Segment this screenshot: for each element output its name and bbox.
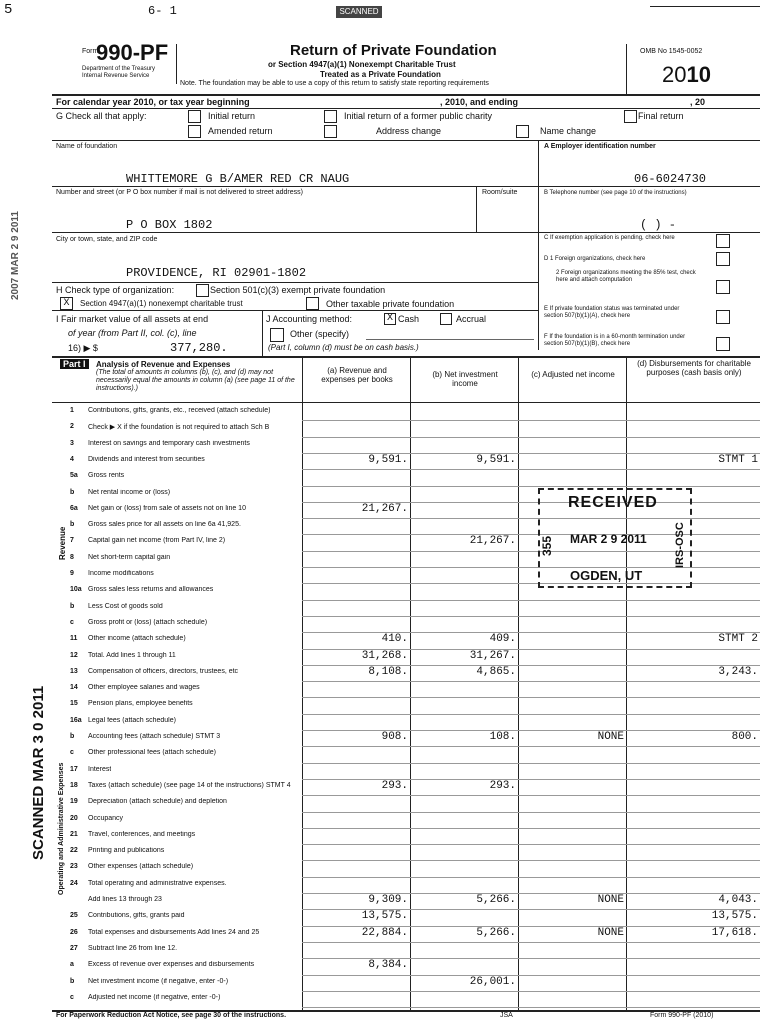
cell-col-c: NONE	[597, 894, 624, 906]
line-d2-checkbox[interactable]	[716, 280, 730, 294]
cell-col-b: 108.	[489, 731, 516, 743]
cell-col-a: 9,591.	[368, 453, 408, 466]
dept-label: Department of the Treasury	[82, 66, 156, 72]
form-number: 990-PF	[96, 40, 169, 65]
row-number: 17	[70, 765, 78, 773]
cell-col-a: 22,884.	[361, 926, 408, 939]
row-label: Taxes (attach schedule) (see page 14 of the instructions) STMT 4	[88, 781, 291, 789]
row-label: Add lines 13 through 23	[88, 896, 162, 903]
cell-col-a: 31,268.	[361, 649, 408, 662]
row-label: Printing and publications	[88, 847, 165, 855]
final-return-checkbox[interactable]	[624, 110, 637, 123]
line-f-checkbox[interactable]	[716, 337, 730, 351]
cell-col-b: 5,266.	[476, 926, 516, 939]
row-divider	[302, 975, 760, 976]
row-divider	[302, 828, 760, 829]
final-return-label: Final return	[638, 111, 684, 121]
street-label: Number and street (or P O box number if mail is not delivered to street address)	[56, 189, 303, 196]
cell-col-a: 21,267.	[361, 502, 408, 515]
form-subtitle-2: Treated as a Private Foundation	[320, 70, 441, 79]
row-label: Less Cost of goods sold	[88, 602, 163, 610]
row-divider	[302, 697, 760, 698]
row-divider	[302, 1007, 760, 1008]
cell-col-d: 800.	[731, 731, 758, 743]
cash-basis-note: (Part I, column (d) must be on cash basis.)	[268, 343, 419, 352]
cell-col-b: 26,001.	[469, 975, 516, 988]
section-i-line3: 16) ▶ $	[68, 343, 98, 353]
fmv-value: 377,280.	[170, 341, 228, 355]
cell-col-b: 4,865.	[476, 665, 516, 678]
row-label: Other income (attach schedule)	[88, 635, 186, 643]
cell-col-d: 17,618.	[711, 926, 758, 939]
row-label: Net short-term capital gain	[88, 553, 171, 561]
other-method-label: Other (specify)	[290, 329, 350, 339]
city-value: PROVIDENCE, RI 02901-1802	[126, 266, 307, 280]
row-label: Other employee salaries and wages	[88, 684, 200, 692]
row-number: 1	[70, 407, 74, 414]
row-label: Interest	[88, 765, 112, 773]
row-divider	[302, 812, 760, 813]
tax-year: 2010	[662, 62, 711, 87]
line-e-label: E If private foundation status was terminated under section 507(b)(1)(A), check here	[544, 306, 680, 319]
cell-col-a: 293.	[381, 779, 408, 792]
row-number: 22	[70, 847, 78, 855]
accrual-checkbox[interactable]	[440, 313, 452, 325]
cell-col-b: 9,591.	[476, 453, 516, 466]
row-number: 8	[70, 553, 74, 561]
row-number: 26	[70, 928, 78, 936]
row-label: Accounting fees (attach schedule) STMT 3	[88, 733, 221, 740]
other-taxable-label: Other taxable private foundation	[326, 299, 455, 309]
calendar-mid: , 2010, and ending	[440, 97, 519, 107]
row-divider	[302, 600, 760, 601]
name-change-label: Name change	[540, 126, 597, 136]
address-change-label: Address change	[376, 126, 442, 136]
col-c-header: (c) Adjusted net income	[531, 370, 615, 379]
cell-col-b: 293.	[489, 779, 516, 792]
row-label: Check ▶ X if the foundation is not required to attach Sch B	[88, 424, 270, 432]
row-number: 12	[70, 651, 78, 659]
row-label: Occupancy	[88, 814, 124, 822]
section-i-line2: of year (from Part II, col. (c), line	[68, 328, 197, 338]
sec501c3-label: Section 501(c)(3) exempt private foundation	[210, 285, 386, 295]
row-divider	[302, 991, 760, 992]
cash-checkbox[interactable]: X	[384, 313, 396, 325]
row-number: 24	[70, 879, 78, 887]
cell-col-a: 9,309.	[368, 894, 408, 906]
room-label: Room/suite	[482, 189, 518, 196]
row-number: 4	[70, 455, 74, 463]
line-e-checkbox[interactable]	[716, 310, 730, 324]
phone-value: ( ) -	[640, 218, 677, 232]
cell-col-d: 4,043.	[718, 894, 758, 906]
row-label: Gross sales price for all assets on line 6a 41,925.	[88, 521, 241, 529]
scanned-stamp: SCANNED MAR 3 0 2011	[30, 685, 47, 860]
row-number: 20	[70, 814, 78, 822]
header-note: Note. The foundation may be able to use a copy of this return to satisfy state reporting requirements	[180, 80, 489, 87]
row-divider	[302, 942, 760, 943]
foundation-name-label: Name of foundation	[56, 143, 118, 150]
row-number: b	[70, 521, 75, 529]
other-method-checkbox[interactable]	[270, 328, 284, 342]
row-divider	[302, 469, 760, 470]
calendar-end: , 20	[690, 97, 706, 107]
row-number: 21	[70, 830, 78, 838]
form-prefix: Form	[82, 48, 99, 55]
cell-col-a: 8,108.	[368, 665, 408, 678]
row-divider	[302, 714, 760, 715]
initial-return-checkbox[interactable]	[188, 110, 201, 123]
check-all-label: G Check all that apply:	[56, 111, 147, 121]
part1-title: Analysis of Revenue and Expenses	[96, 360, 231, 369]
row-number: 11	[70, 635, 78, 643]
cell-col-a: 13,575.	[361, 910, 408, 923]
row-label: Pension plans, employee benefits	[88, 700, 193, 708]
initial-return-label: Initial return	[208, 111, 256, 121]
corner-mark: 5	[4, 2, 13, 18]
row-label: Depreciation (attach schedule) and depletion	[88, 798, 227, 806]
row-label: Interest on savings and temporary cash investments	[88, 439, 250, 447]
row-label: Other professional fees (attach schedule)	[88, 749, 217, 757]
row-number: 27	[70, 944, 78, 952]
row-label: Legal fees (attach schedule)	[88, 716, 176, 724]
line-d1-label: D 1 Foreign organizations, check here	[544, 256, 646, 262]
line-c-checkbox[interactable]	[716, 234, 730, 248]
barcode-stamp: SCANNED	[336, 6, 382, 18]
row-label: Net investment income (if negative, enter -0-)	[88, 977, 229, 985]
row-label: Travel, conferences, and meetings	[88, 830, 196, 838]
row-label: Subtract line 26 from line 12.	[88, 944, 178, 952]
row-label: Contributions, gifts, grants paid	[88, 912, 185, 920]
row-number: 7	[70, 537, 74, 545]
name-change-checkbox[interactable]	[516, 125, 529, 138]
row-label: Total expenses and disbursements Add lines 24 and 25	[88, 928, 260, 936]
row-number: 2	[70, 423, 74, 431]
row-label: Net rental income or (loss)	[88, 488, 171, 496]
row-number: 23	[70, 863, 78, 871]
row-divider	[302, 877, 760, 878]
row-number: 18	[70, 781, 78, 789]
row-label: Total operating and administrative expenses.	[88, 879, 227, 887]
row-number: 5a	[70, 472, 78, 480]
cell-col-c: NONE	[597, 926, 624, 939]
other-taxable-checkbox[interactable]	[306, 297, 319, 310]
row-number: 16a	[70, 716, 82, 724]
line-c-label: C If exemption application is pending, check here	[544, 235, 675, 241]
received-date: MAR 2 9 2011	[570, 532, 647, 546]
cell-col-b: 409.	[489, 633, 516, 646]
omb-number: OMB No 1545-0052	[640, 48, 703, 55]
cell-col-d: 13,575.	[711, 910, 758, 923]
col-b-header: (b) Net investment income	[432, 370, 498, 388]
row-label: Other expenses (attach schedule)	[88, 863, 194, 871]
section-h-label: H Check type of organization:	[56, 285, 175, 295]
irs-label: Internal Revenue Service	[82, 73, 150, 79]
row-number: 3	[70, 439, 74, 447]
row-divider	[302, 681, 760, 682]
row-number: 25	[70, 912, 78, 920]
row-divider	[302, 844, 760, 845]
row-label: Capital gain net income (from Part IV, line 2)	[88, 537, 226, 545]
received-city: OGDEN, UT	[570, 568, 643, 583]
row-label: Gross rents	[88, 472, 125, 480]
cell-col-a: 410.	[381, 633, 408, 646]
row-number: 13	[70, 667, 78, 675]
cell-col-a: 8,384.	[368, 959, 408, 972]
received-stamp	[538, 488, 692, 588]
row-label: Compensation of officers, directors, trustees, etc	[88, 667, 239, 675]
row-divider	[302, 795, 760, 796]
received-side: IRS-OSC	[674, 522, 686, 568]
row-number: 6a	[70, 504, 78, 512]
form-title: Return of Private Foundation	[290, 42, 497, 59]
row-number: 10a	[70, 586, 82, 594]
row-number: 9	[70, 570, 74, 577]
row-label: Adjusted net income (if negative, enter -0-)	[88, 993, 221, 1001]
row-number: 19	[70, 798, 78, 806]
sec4947-checkbox[interactable]: X	[60, 297, 73, 310]
row-divider	[302, 616, 760, 617]
row-number: b	[70, 488, 75, 496]
row-number: 14	[70, 684, 78, 692]
calendar-year-line: For calendar year 2010, or tax year beginning	[56, 97, 250, 107]
left-margin-stamp: 2007 MAR 2 9 2011	[10, 211, 21, 300]
amended-return-label: Amended return	[208, 126, 273, 136]
address-change-checkbox[interactable]	[324, 125, 337, 138]
form-footer: Form 990-PF (2010)	[650, 1012, 714, 1019]
line-d2-label: 2 Foreign organizations meeting the 85% test, check here and attach computation	[556, 270, 696, 283]
cell-col-b: 21,267.	[469, 535, 516, 548]
received-code: 355	[540, 535, 554, 556]
cell-col-b: 31,267.	[469, 649, 516, 662]
row-divider	[302, 437, 760, 438]
row-label: Excess of revenue over expenses and disbursements	[88, 961, 255, 969]
expenses-side-label: Operating and Administrative Expenses	[58, 762, 65, 895]
cash-label: Cash	[398, 314, 420, 324]
ein-label: A Employer identification number	[544, 143, 656, 150]
row-number: c	[70, 749, 74, 757]
col-d-header: (d) Disbursements for charitable purposes (cash basis only)	[637, 359, 751, 377]
row-label: Net gain or (loss) from sale of assets not on line 10	[88, 504, 246, 512]
received-title: RECEIVED	[568, 494, 658, 511]
paperwork-notice: For Paperwork Reduction Act Notice, see page 30 of the instructions.	[56, 1012, 287, 1019]
street-value: P O BOX 1802	[126, 218, 213, 232]
part1-tag: Part I	[60, 359, 89, 369]
phone-label: B Telephone number (see page 10 of the instructions)	[544, 190, 687, 196]
cell-col-d: STMT 2	[718, 633, 758, 646]
amended-return-checkbox[interactable]	[188, 125, 201, 138]
initial-former-checkbox[interactable]	[324, 110, 337, 123]
row-number: b	[70, 977, 75, 985]
row-label: Total. Add lines 1 through 11	[88, 651, 176, 659]
row-label: Contributions, gifts, grants, etc., received (attach schedule)	[88, 407, 271, 414]
initial-former-label: Initial return of a former public charity	[344, 111, 493, 121]
cell-col-d: 3,243.	[718, 665, 758, 678]
cell-col-c: NONE	[597, 731, 624, 743]
row-number: a	[70, 961, 74, 969]
revenue-side-label: Revenue	[58, 526, 67, 560]
row-divider	[302, 486, 760, 487]
row-divider	[302, 860, 760, 861]
row-divider	[302, 763, 760, 764]
ein-value: 06-6024730	[634, 172, 707, 186]
foundation-name: WHITTEMORE G B/AMER RED CR NAUG	[126, 172, 350, 186]
col-a-header: (a) Revenue and expenses per books	[321, 366, 393, 384]
row-number: b	[70, 602, 75, 610]
row-label: Income modifications	[88, 570, 154, 577]
row-label: Gross sales less returns and allowances	[88, 586, 214, 594]
section-i-line1: I Fair market value of all assets at end	[56, 314, 209, 324]
row-label: Gross profit or (loss) (attach schedule)	[88, 618, 208, 626]
accounting-method-label: J Accounting method:	[266, 314, 353, 324]
cell-col-a: 908.	[381, 731, 408, 743]
sec4947-label: Section 4947(a)(1) nonexempt charitable trust	[80, 299, 243, 308]
line-d1-checkbox[interactable]	[716, 252, 730, 266]
row-number: c	[70, 993, 74, 1001]
cell-col-d: STMT 1	[718, 453, 758, 466]
row-divider	[302, 746, 760, 747]
sec501c3-checkbox[interactable]	[196, 284, 209, 297]
line-f-label: F If the foundation is in a 60-month termination under section 507(b)(1)(B), check here	[544, 334, 686, 347]
city-label: City or town, state, and ZIP code	[56, 236, 158, 243]
form-subtitle-1: or Section 4947(a)(1) Nonexempt Charitable Trust	[268, 60, 456, 69]
accrual-label: Accrual	[456, 314, 487, 324]
jsa-mark: JSA	[500, 1012, 513, 1019]
row-number: c	[70, 618, 74, 626]
page-tag: 6- 1	[148, 4, 177, 18]
row-divider	[302, 420, 760, 421]
cell-col-b: 5,266.	[476, 894, 516, 906]
row-label: Dividends and interest from securities	[88, 455, 205, 463]
row-number: b	[70, 733, 75, 740]
row-number: 15	[70, 700, 78, 708]
part1-desc: (The total of amounts in columns (b), (c), and (d) may not necessarily equal the amounts in column (a) (see page 11 of the instructions).)	[96, 369, 295, 392]
